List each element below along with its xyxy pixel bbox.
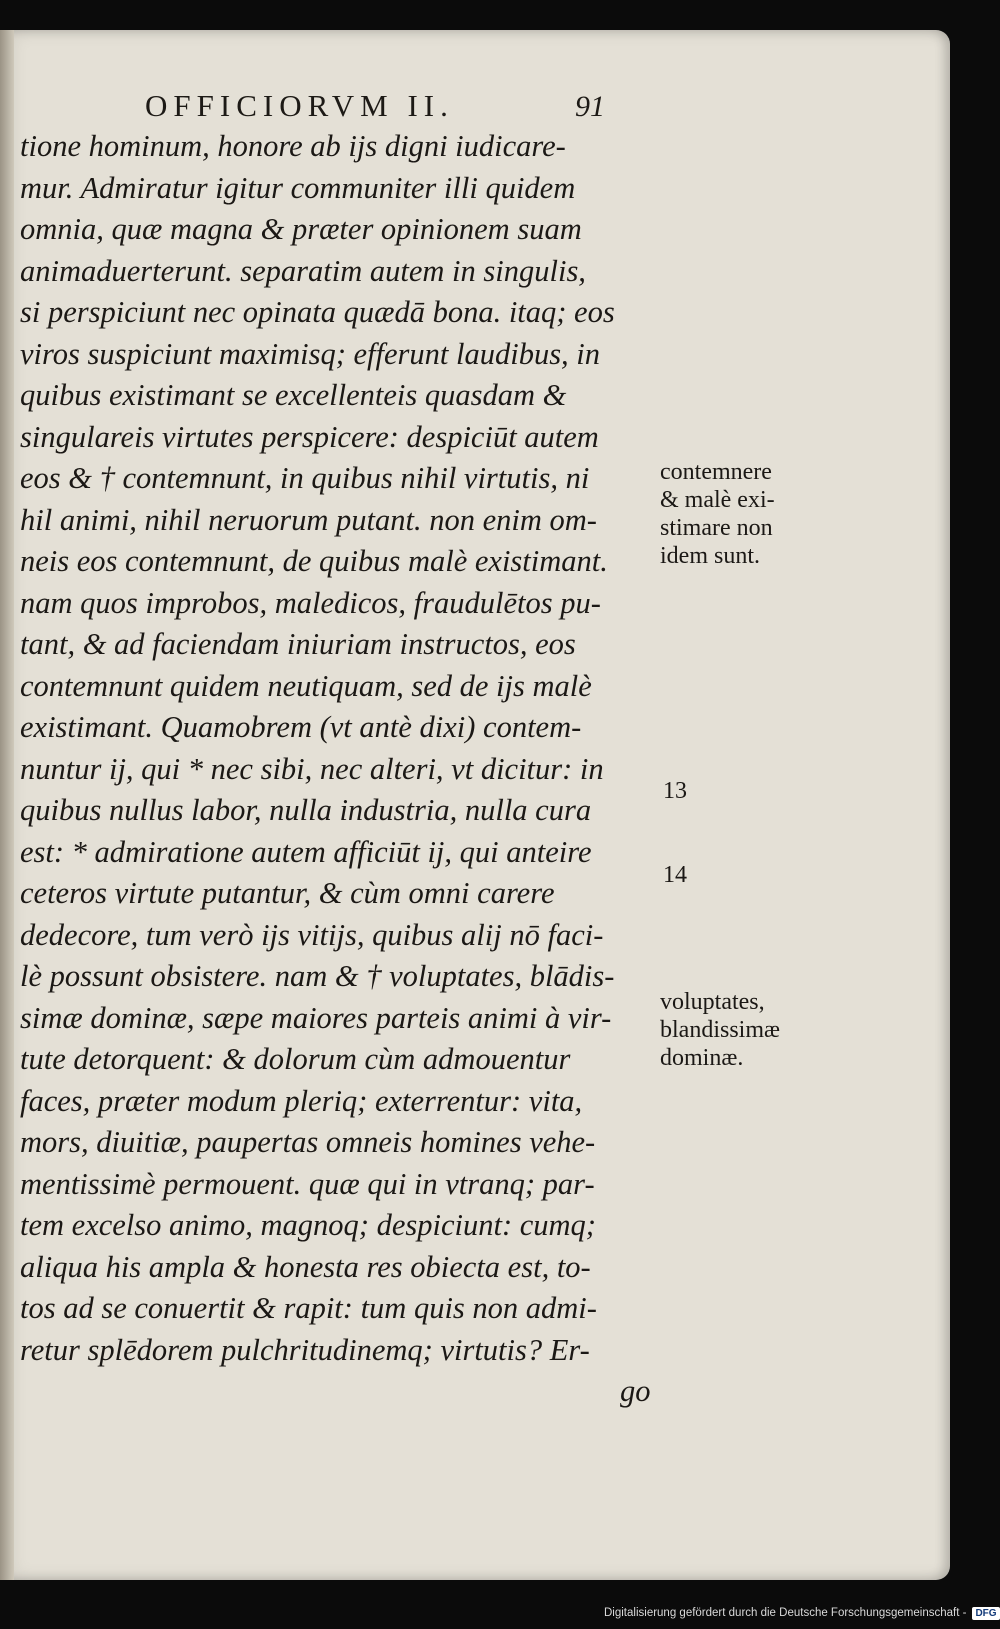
text-line: dedecore, tum verò ijs vitijs, quibus alij nō faci- xyxy=(20,917,604,952)
text-line: aliqua his ampla & honesta res obiecta est, to- xyxy=(20,1249,591,1284)
text-line: faces, præter modum pleriq; exterrentur: vita, xyxy=(20,1083,583,1118)
text-line: hil animi, nihil neruorum putant. non enim om- xyxy=(20,502,597,537)
page-number: 91 xyxy=(575,90,605,123)
body-text xyxy=(20,126,660,1413)
catchword: go xyxy=(620,1374,651,1408)
text-line: singulareis virtutes perspicere: despiciūt autem xyxy=(20,419,599,454)
text-line: tos ad se conuertit & rapit: tum quis non admi- xyxy=(20,1291,597,1325)
text-line: mentissimè permouent. quæ qui in vtranq; par- xyxy=(20,1166,595,1201)
text-line: eos & † contemnunt, in quibus nihil virtutis, ni xyxy=(20,461,590,495)
margin-note-contemnere xyxy=(660,458,775,570)
text-line: quibus existimant se excellenteis quasdam & xyxy=(20,378,567,412)
text-line: tione hominum, honore ab ijs digni iudicare- xyxy=(20,129,566,163)
text-line: simæ dominæ, sæpe maiores parteis animi à vir- xyxy=(20,1000,612,1035)
footer-credit: Digitalisierung gefördert durch die Deutsche Forschungsgemeinschaft - xyxy=(604,1607,967,1619)
text-line: contemnunt quidem neutiquam, sed de ijs malè xyxy=(20,668,592,703)
text-line: neis eos contemnunt, de quibus malè existimant. xyxy=(20,544,608,578)
text-line: mors, diuitiæ, paupertas omneis homines vehe- xyxy=(20,1125,596,1159)
dfg-logo-icon: DFG xyxy=(972,1607,999,1620)
running-head xyxy=(145,88,645,128)
digitization-footer xyxy=(604,1603,1000,1623)
text-line: tem excelso animo, magnoq; despiciunt: cumq; xyxy=(20,1208,596,1242)
margin-note-line: & malè exi- xyxy=(660,487,775,513)
text-line: si perspiciunt nec opinata quædā bona. itaq; eos xyxy=(20,295,615,329)
text-line: nuntur ij, qui * nec sibi, nec alteri, vt dicitur: in xyxy=(20,751,604,786)
text-line: ceteros virtute putantur, & cùm omni carere xyxy=(20,876,555,910)
text-line: lè possunt obsistere. nam & † voluptates, blādis- xyxy=(20,959,615,993)
margin-note-line: idem sunt. xyxy=(660,543,760,569)
text-line: existimant. Quamobrem (vt antè dixi) contem- xyxy=(20,710,582,744)
margin-number-14: 14 xyxy=(663,862,687,888)
text-line: mur. Admiratur igitur communiter illi quidem xyxy=(20,170,576,205)
running-head-title: OFFICIORVM II. xyxy=(145,88,454,123)
margin-note-line: dominæ. xyxy=(660,1045,744,1071)
margin-note-line: blandissimæ xyxy=(660,1017,781,1043)
text-line: est: * admiratione autem afficiūt ij, qui anteire xyxy=(20,834,592,869)
margin-note-line: voluptates, xyxy=(660,989,765,1015)
text-line: omnia, quæ magna & præter opinionem suam xyxy=(20,212,582,246)
margin-note-line: contemnere xyxy=(660,459,772,485)
text-line: tute detorquent: & dolorum cùm admouentur xyxy=(20,1042,571,1076)
text-line: retur splēdorem pulchritudinemq; virtutis? Er- xyxy=(20,1332,590,1367)
text-line: viros suspiciunt maximisq; efferunt laudibus, in xyxy=(20,336,601,371)
margin-note-line: stimare non xyxy=(660,515,773,541)
text-line: animaduerterunt. separatim autem in singulis, xyxy=(20,253,586,288)
text-line: quibus nullus labor, nulla industria, nulla cura xyxy=(20,793,592,827)
text-line: tant, & ad faciendam iniuriam instructos, eos xyxy=(20,627,576,661)
margin-note-voluptates xyxy=(660,988,780,1072)
text-line: nam quos improbos, maledicos, fraudulētos pu- xyxy=(20,585,601,620)
margin-number-13: 13 xyxy=(663,778,687,804)
page-gutter-shadow xyxy=(0,30,14,1580)
